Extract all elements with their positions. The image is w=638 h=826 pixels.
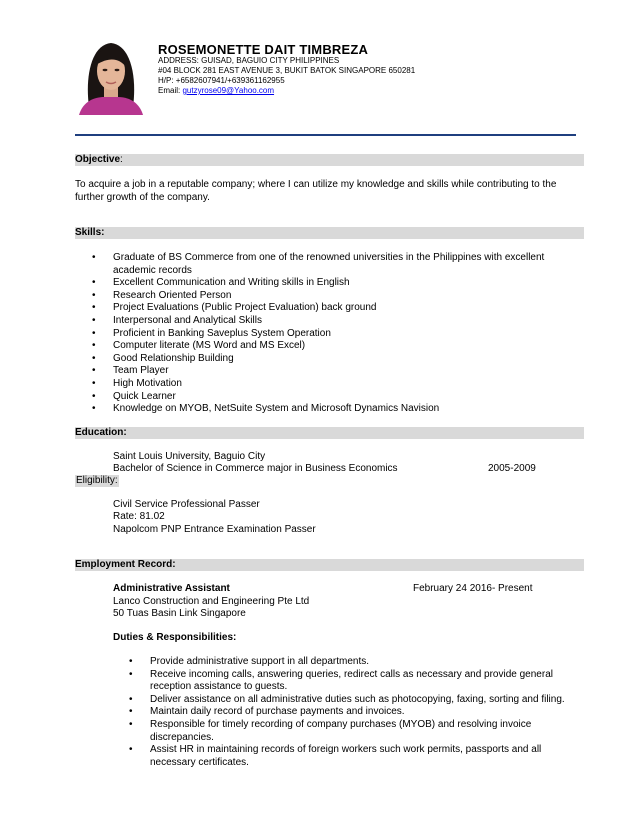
- duty-item: • Assist HR in maintaining records of foreign workers such work permits, passports and all necessary certificates.: [150, 744, 575, 769]
- skill-item: • Computer literate (MS Word and MS Excel): [113, 340, 578, 353]
- eligibility-line-1: Civil Service Professional Passer: [113, 499, 260, 510]
- education-years: 2005-2009: [488, 463, 536, 474]
- eligibility-line-3: Napolcom PNP Entrance Examination Passer: [113, 524, 316, 535]
- skill-item: • Excellent Communication and Writing skills in English: [113, 277, 578, 290]
- job-company-address: 50 Tuas Basin Link Singapore: [113, 608, 246, 619]
- address-line: ADDRESS: GUISAD, BAGUIO CITY PHILIPPINES: [158, 56, 340, 65]
- duty-item: • Maintain daily record of purchase payments and invoices.: [150, 706, 575, 719]
- skill-item: • Knowledge on MYOB, NetSuite System and Microsoft Dynamics Navision: [113, 403, 578, 416]
- email-line: [158, 86, 274, 96]
- job-dates: February 24 2016- Present: [413, 583, 533, 594]
- objective-heading-text: Objective: [75, 154, 121, 165]
- duty-item: • Deliver assistance on all administrative duties such as photocopying, faxing, sorting and filing.: [150, 694, 575, 707]
- skill-item: • Project Evaluations (Public Project Evaluation) back ground: [113, 302, 578, 315]
- section-eligibility-heading: Eligibility:: [76, 475, 118, 486]
- job-company: Lanco Construction and Engineering Pte Ltd: [113, 596, 310, 607]
- job-title: Administrative Assistant: [113, 583, 230, 594]
- phone-line: H/P: +6582607941/+639361162955: [158, 76, 285, 85]
- duties-heading: Duties & Responsibilities:: [113, 632, 237, 643]
- education-school: Saint Louis University, Baguio City: [113, 451, 266, 462]
- section-objective-heading: [75, 154, 584, 166]
- profile-photo-image: [75, 37, 147, 115]
- objective-text: To acquire a job in a reputable company; where I can utilize my knowledge and skills while contributing to the further growth of the company.: [75, 179, 557, 203]
- section-education-heading: Education:: [75, 427, 584, 439]
- section-skills-heading: Skills:: [75, 227, 584, 239]
- candidate-name: ROSEMONETTE DAIT TIMBREZA: [158, 42, 369, 57]
- skill-item: • Good Relationship Building: [113, 353, 578, 366]
- eligibility-line-2: Rate: 81.02: [113, 511, 165, 522]
- email-label: Email:: [158, 86, 181, 95]
- address-line-2: #04 BLOCK 281 EAST AVENUE 3, BUKIT BATOK SINGAPORE 650281: [158, 66, 416, 75]
- skill-item: • Proficient in Banking Saveplus System Operation: [113, 328, 578, 341]
- skills-list: [113, 252, 578, 416]
- email-link[interactable]: gutzyrose09@Yahoo.com: [182, 86, 275, 95]
- skill-item: • High Motivation: [113, 378, 578, 391]
- duties-list: [150, 656, 575, 769]
- section-employment-heading: Employment Record:: [75, 559, 584, 571]
- skill-item: • Graduate of BS Commerce from one of the renowned universities in the Philippines with excellent academic records: [113, 252, 578, 277]
- skill-item: • Team Player: [113, 365, 578, 378]
- skill-item: • Research Oriented Person: [113, 290, 578, 303]
- objective-heading-colon: :: [120, 154, 123, 165]
- header-divider: [75, 134, 576, 136]
- duty-item: • Receive incoming calls, answering queries, redirect calls as necessary and provide general reception assistance to guests.: [150, 669, 575, 694]
- profile-photo: [75, 37, 147, 115]
- skill-item: • Quick Learner: [113, 391, 578, 404]
- duty-item: • Responsible for timely recording of company purchases (MYOB) and resolving invoice discrepancies.: [150, 719, 575, 744]
- skill-item: • Interpersonal and Analytical Skills: [113, 315, 578, 328]
- education-degree: Bachelor of Science in Commerce major in Business Economics: [113, 463, 398, 474]
- duty-item: • Provide administrative support in all departments.: [150, 656, 575, 669]
